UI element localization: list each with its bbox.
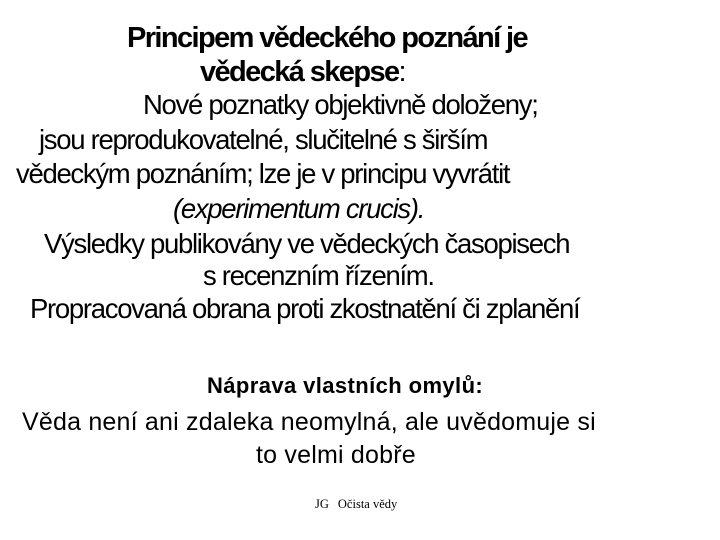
- paragraph-1-line-1: Nové poznatky objektivně doloženy;: [143, 89, 538, 120]
- section-heading: Náprava vlastních omylů:: [207, 373, 484, 398]
- section-text-line-2: to velmi dobře: [256, 441, 416, 469]
- paragraph-2-line-1: Výsledky publikovány ve vědeckých časopisech: [44, 228, 570, 259]
- paragraph-1-line-4: (experimentum crucis).: [173, 193, 425, 224]
- slide-title-line-2: [200, 56, 405, 89]
- slide-title-line-1: Principem vědeckého poznání je: [127, 22, 528, 54]
- slide-footer: [315, 497, 397, 512]
- paragraph-2-line-2: s recenzním řízením.: [203, 260, 434, 291]
- footer-author: JG: [315, 497, 329, 511]
- paragraph-1-line-3: vědeckým poznáním; lze je v principu vyvrátit: [16, 158, 510, 189]
- footer-title: Očista vědy: [337, 497, 398, 511]
- paragraph-3-line-1: Propracovaná obrana proti zkostnatění či zplanění: [30, 293, 580, 324]
- section-text-line-1: Věda není ani zdaleka neomylná, ale uvědomuje si: [22, 408, 596, 436]
- paragraph-1-line-2: jsou reprodukovatelné, slučitelné s širším: [39, 124, 488, 155]
- slide-title-colon: :: [398, 56, 405, 88]
- slide-title-emphasis: vědecká skepse: [200, 56, 399, 88]
